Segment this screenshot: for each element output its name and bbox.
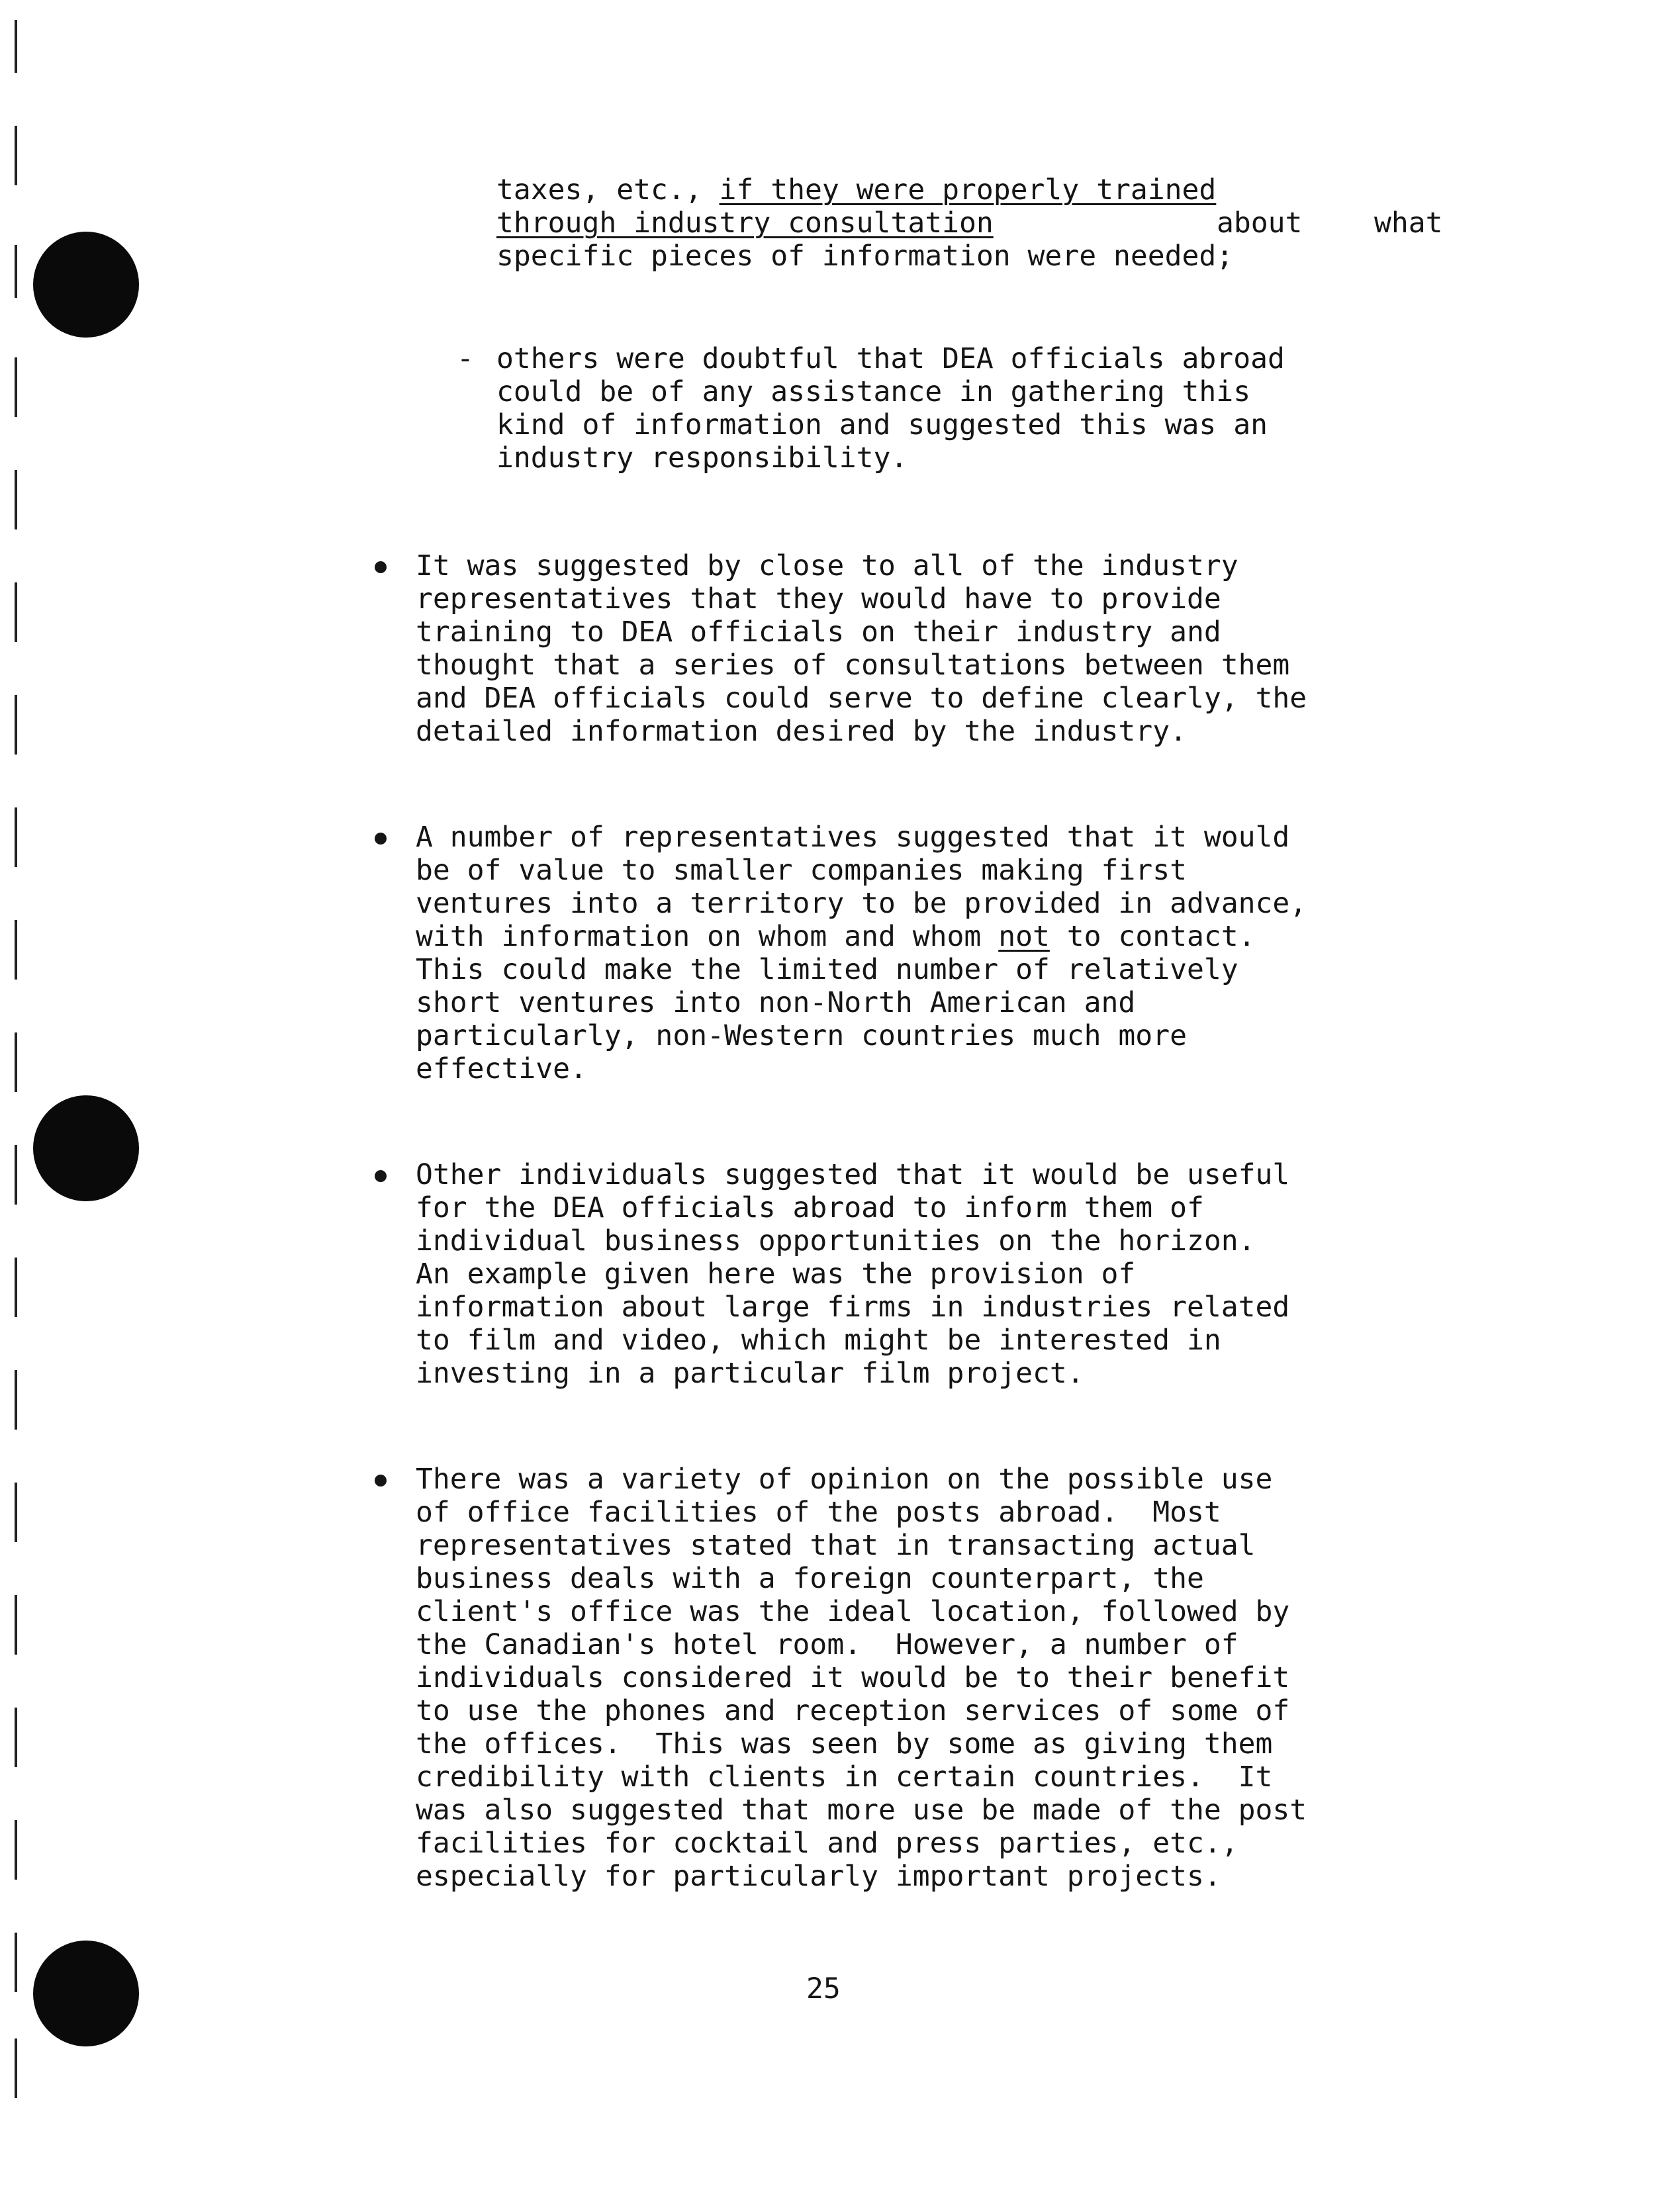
- text-line: ventures into a territory to be provided in advance,: [416, 887, 1307, 920]
- text-line: others were doubtful that DEA officials abroad: [496, 342, 1285, 375]
- text-line: kind of information and suggested this was an: [496, 408, 1268, 441]
- text-line: short ventures into non-North American and: [416, 986, 1136, 1019]
- text-line: and DEA officials could serve to define clearly, the: [416, 682, 1307, 715]
- text-line: to film and video, which might be interested in: [416, 1324, 1221, 1357]
- text-line: information about large firms in industries related: [416, 1291, 1290, 1324]
- text-line: [0, 206, 1680, 240]
- text-line: be of value to smaller companies making first: [416, 854, 1187, 887]
- scan-edge-mark: [15, 470, 17, 529]
- text-segment: about: [1217, 206, 1303, 240]
- text-line: This could make the limited number of relatively: [416, 953, 1238, 986]
- text-line: It was suggested by close to all of the industry: [416, 549, 1238, 582]
- text-line: investing in a particular film project.: [416, 1357, 1084, 1390]
- text-line: of office facilities of the posts abroad. Most: [416, 1496, 1221, 1529]
- text-segment: what: [1374, 206, 1443, 240]
- scan-edge-mark: [15, 20, 17, 73]
- scan-edge-mark: [15, 2038, 17, 2098]
- text-line: to use the phones and reception services of some of: [416, 1694, 1290, 1727]
- text-line: detailed information desired by the industry.: [416, 715, 1187, 748]
- text-line: especially for particularly important projects.: [416, 1860, 1221, 1893]
- text-line: training to DEA officials on their industry and: [416, 616, 1221, 649]
- text-line: credibility with clients in certain countries. It: [416, 1761, 1273, 1794]
- text-line: An example given here was the provision of: [416, 1258, 1136, 1291]
- text-line: was also suggested that more use be made of the post: [416, 1794, 1307, 1827]
- punch-hole-bottom: [33, 1941, 139, 2046]
- text-line: the offices. This was seen by some as giving them: [416, 1727, 1273, 1761]
- text-line: business deals with a foreign counterpart, the: [416, 1562, 1204, 1595]
- text-line: individual business opportunities on the horizon.: [416, 1224, 1256, 1258]
- text-line: thought that a series of consultations between them: [416, 649, 1290, 682]
- underlined-text: if they were properly trained: [719, 173, 1217, 206]
- text-line: particularly, non-Western countries much more: [416, 1019, 1187, 1052]
- text-line: representatives stated that in transacting actual: [416, 1529, 1256, 1562]
- underlined-text: not: [998, 920, 1050, 953]
- text-segment: taxes, etc., if they were properly trained: [496, 173, 1217, 206]
- scan-edge-mark: [15, 1933, 17, 1992]
- dash-marker: -: [457, 342, 474, 375]
- text-line: facilities for cocktail and press parties, etc.,: [416, 1827, 1238, 1860]
- text-line: representatives that they would have to provide: [416, 582, 1221, 616]
- text-line: effective.: [416, 1052, 587, 1085]
- text-line: [0, 920, 1680, 953]
- underlined-text: through industry consultation: [496, 206, 994, 240]
- page-number: 25: [806, 1972, 841, 2005]
- text-line: [0, 173, 1680, 206]
- text-line: There was a variety of opinion on the possible use: [416, 1463, 1273, 1496]
- text-line: Other individuals suggested that it would be useful: [416, 1158, 1290, 1191]
- text-line: industry responsibility.: [496, 441, 908, 475]
- text-line: A number of representatives suggested that it would: [416, 821, 1290, 854]
- text-line: could be of any assistance in gathering this: [496, 375, 1251, 408]
- text-segment: with information on whom and whom not to contact.: [416, 920, 1256, 953]
- text-line: individuals considered it would be to their benefit: [416, 1661, 1290, 1694]
- text-line: for the DEA officials abroad to inform them of: [416, 1191, 1204, 1224]
- text-line: client's office was the ideal location, followed by: [416, 1595, 1290, 1628]
- text-line: the Canadian's hotel room. However, a number of: [416, 1628, 1238, 1661]
- text-line: specific pieces of information were needed;: [496, 240, 1234, 273]
